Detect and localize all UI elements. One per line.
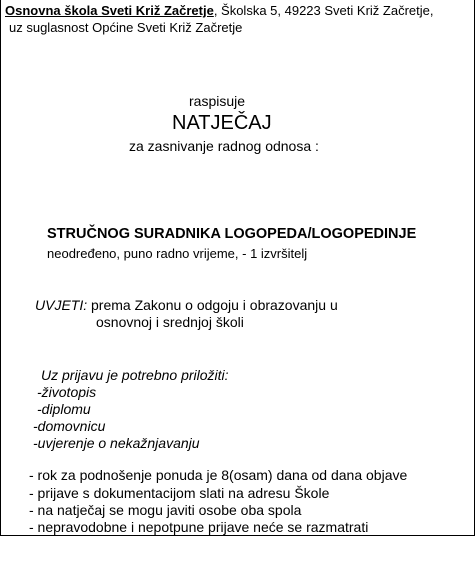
attachment-item: -životopis xyxy=(37,384,97,400)
note-item: - nepravodobne i nepotpune prijave neće se razmatrati xyxy=(29,519,369,535)
note-item: - prijave s dokumentacijom slati na adresu Škole xyxy=(29,485,330,501)
note-item: - rok za podnošenje ponuda je 8(osam) dana od dana objave xyxy=(29,467,408,483)
position-name: STRUČNOG SURADNIKA LOGOPEDA/LOGOPEDINJE xyxy=(47,226,417,242)
school-name: Osnovna škola Sveti Križ Začretje xyxy=(5,3,214,18)
position-details: neodređeno, puno radno vrijeme, - 1 izvršitelj xyxy=(47,246,308,261)
conditions-label: UVJETI: xyxy=(35,297,88,313)
header-line-1 xyxy=(5,3,433,18)
conditions-text-1: prema Zakonu o odgoju i obrazovanju u xyxy=(87,297,338,313)
conditions-line-1 xyxy=(35,297,338,313)
attachment-item: -diplomu xyxy=(37,401,91,417)
attachment-item: -uvjerenje o nekažnjavanju xyxy=(33,435,200,451)
school-address: , Školska 5, 49223 Sveti Križ Začretje, xyxy=(213,3,434,18)
announcement-title: NATJEČAJ xyxy=(172,112,272,134)
conditions-line-2: osnovnoj i srednjoj školi xyxy=(96,314,244,330)
attachment-item: -domovnicu xyxy=(33,418,106,434)
note-item: - na natječaj se mogu javiti osobe oba spola xyxy=(29,502,302,518)
announcement-subtitle: za zasnivanje radnog odnosa : xyxy=(129,138,319,154)
attachments-heading: Uz prijavu je potrebno priložiti: xyxy=(41,367,229,383)
announces-text: raspisuje xyxy=(189,93,246,109)
consent-line: uz suglasnost Općine Sveti Križ Začretje xyxy=(9,20,243,35)
